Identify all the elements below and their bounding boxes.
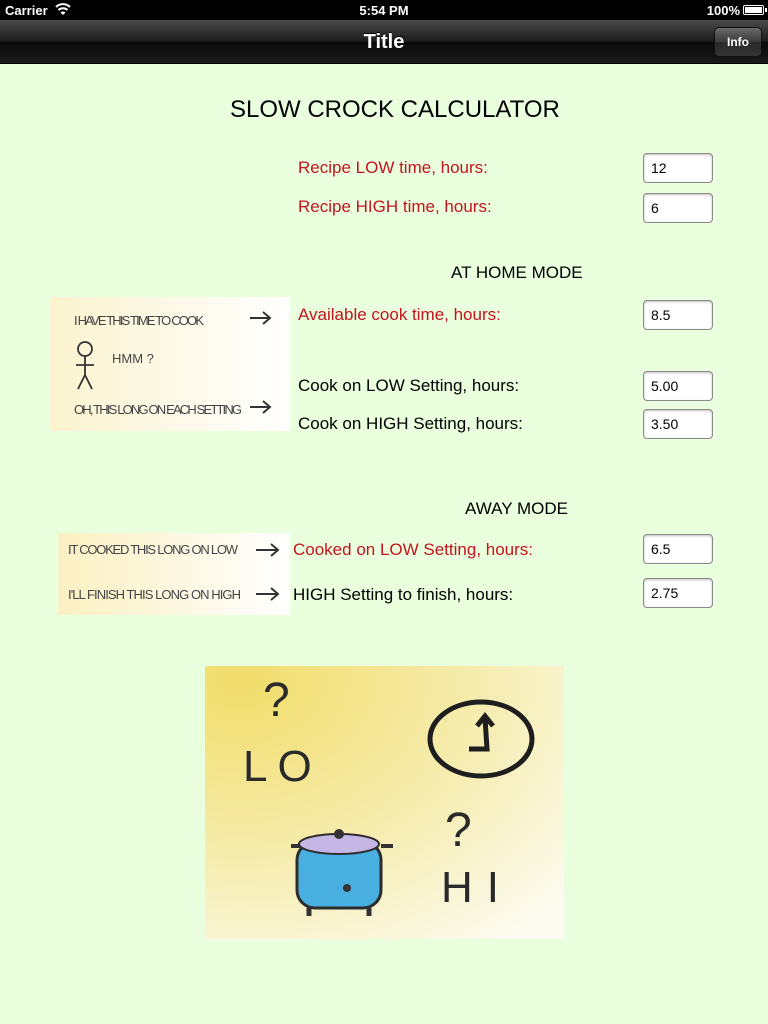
hi-question-mark: ? [445, 804, 472, 857]
hi-label: HI [441, 863, 513, 912]
away-mode-title: AWAY MODE [465, 499, 568, 518]
available-time-label: Available cook time, hours: [298, 305, 501, 324]
slow-cooker-illustration [205, 666, 564, 939]
info-button[interactable]: Info [714, 27, 762, 57]
recipe-low-label: Recipe LOW time, hours: [298, 158, 488, 177]
lo-question-mark: ? [263, 674, 290, 727]
away-mode-illustration [58, 533, 290, 615]
high-finish-field[interactable] [643, 578, 713, 608]
cooked-low-label: Cooked on LOW Setting, hours: [293, 540, 534, 559]
status-bar [0, 0, 768, 20]
cook-low-field[interactable] [643, 371, 713, 401]
high-finish-label: HIGH Setting to finish, hours: [293, 585, 514, 604]
home-picture-line3: OH, THIS LONG ON EACH SETTING [74, 402, 242, 417]
recipe-high-label: Recipe HIGH time, hours: [298, 197, 492, 216]
away-picture-line2: I'LL FINISH THIS LONG ON HIGH [68, 587, 241, 602]
nav-title: Title [363, 31, 405, 53]
recipe-low-field[interactable] [643, 153, 713, 183]
home-picture-line2: HMM ? [112, 351, 154, 366]
cooked-low-field[interactable] [643, 534, 713, 564]
cook-high-field[interactable] [643, 409, 713, 439]
home-picture-line1: I HAVE THIS TIME TO COOK [74, 313, 204, 328]
battery-percent: 100% [706, 3, 740, 18]
battery-icon [743, 5, 764, 15]
away-picture-line1: IT COOKED THIS LONG ON LOW [68, 542, 238, 557]
page-title: SLOW CROCK CALCULATOR [230, 96, 560, 123]
home-mode-illustration [50, 297, 290, 431]
available-time-field[interactable] [643, 300, 713, 330]
recipe-high-field[interactable] [643, 193, 713, 223]
at-home-mode-title: AT HOME MODE [451, 263, 583, 282]
cook-low-label: Cook on LOW Setting, hours: [298, 376, 520, 395]
carrier-label: Carrier [5, 3, 48, 18]
lo-label: LO [243, 742, 322, 791]
clock-time: 5:54 PM [359, 3, 409, 18]
navigation-bar [0, 20, 768, 64]
cook-high-label: Cook on HIGH Setting, hours: [298, 414, 523, 433]
